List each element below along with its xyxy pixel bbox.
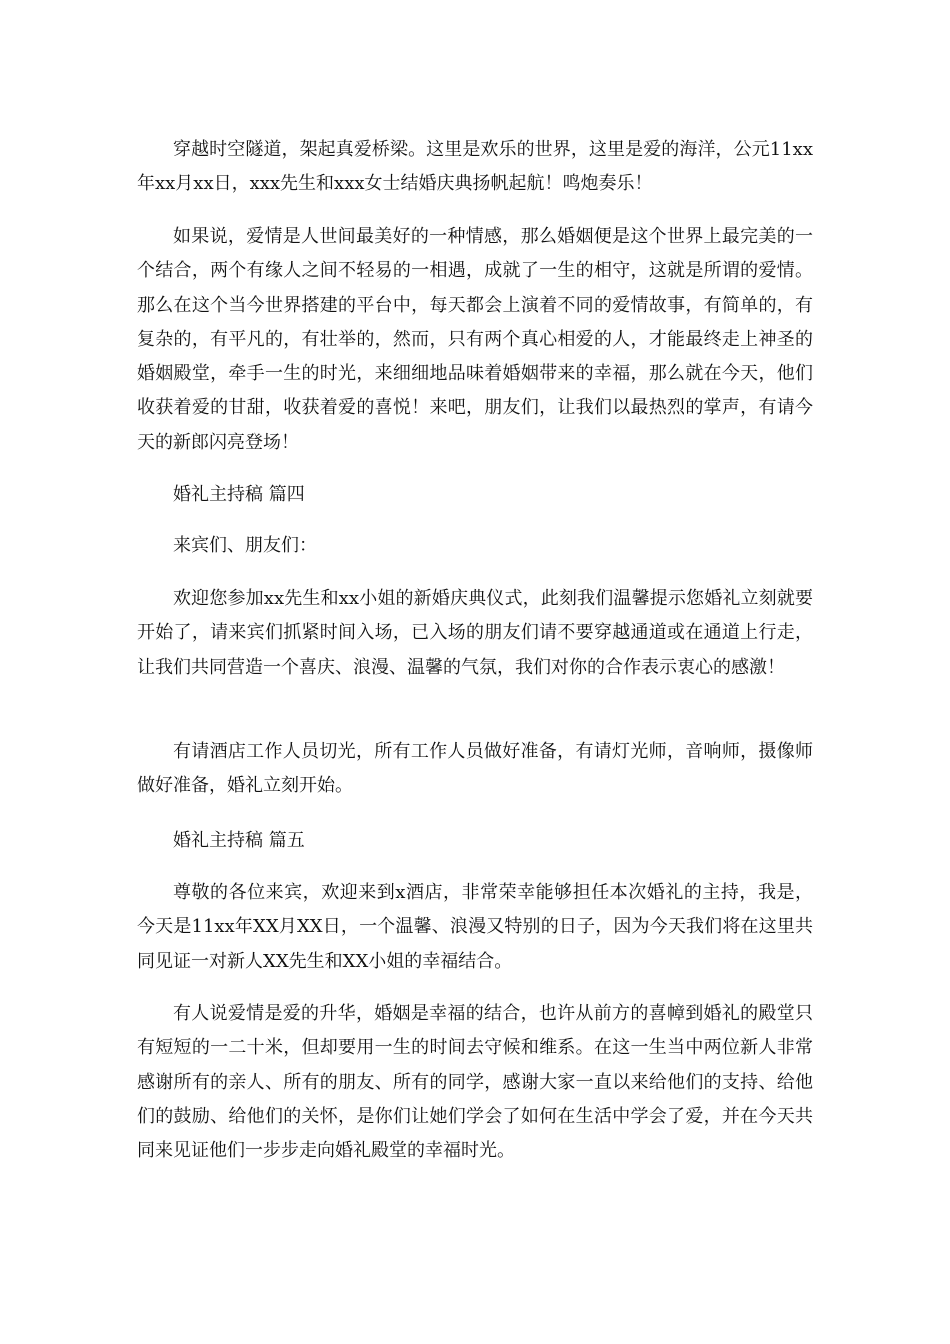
paragraph-greeting: 来宾们、朋友们： (173, 535, 317, 556)
paragraph-lighting: 有请酒店工作人员切光，所有工作人员做好准备，有请灯光师，音响师，摄像师做好准备，婚礼立刻开始。 (137, 741, 813, 797)
section-heading-part-five: 婚礼主持稿 篇五 (173, 830, 305, 851)
paragraph-marriage: 有人说爱情是爱的升华，婚姻是幸福的结合，也许从前方的喜幛到婚礼的殿堂只有短短的一二十米，但却要用一生的时间去守候和维系。在这一生当中两位新人非常感谢所有的亲人、所有的朋友、所有的同学，感谢大家一直以来给他们的支持、给他们的鼓励、给他们的关怀，是你们让她们学会了如何在生活中学会了爱，并在今天共同来见证他们一步步走向婚礼殿堂的幸福时光。 (137, 1003, 813, 1162)
paragraph-honored-guests: 尊敬的各位来宾，欢迎来到x酒店，非常荣幸能够担任本次婚礼的主持，我是，今天是11xx年XX月XX日，一个温馨、浪漫又特别的日子，因为今天我们将在这里共同见证一对新人XX先生和XX小姐的幸福结合。 (137, 882, 813, 972)
paragraph-opening: 穿越时空隧道，架起真爱桥梁。这里是欢乐的世界，这里是爱的海洋，公元11xx年xx月xx日，xxx先生和xxx女士结婚庆典扬帆起航！鸣炮奏乐！ (137, 139, 813, 195)
section-heading-part-four: 婚礼主持稿 篇四 (173, 484, 305, 505)
paragraph-love-story: 如果说，爱情是人世间最美好的一种情感，那么婚姻便是这个世界上最完美的一个结合，两个有缘人之间不轻易的一相遇，成就了一生的相守，这就是所谓的爱情。那么在这个当今世界搭建的平台中，每天都会上演着不同的爱情故事，有简单的，有复杂的，有平凡的，有壮举的，然而，只有两个真心相爱的人，才能最终走上神圣的婚姻殿堂，牵手一生的时光，来细细地品味着婚姻带来的幸福，那么就在今天，他们收获着爱的甘甜，收获着爱的喜悦！来吧，朋友们，让我们以最热烈的掌声，有请今天的新郎闪亮登场！ (137, 226, 813, 453)
paragraph-welcome: 欢迎您参加xx先生和xx小姐的新婚庆典仪式，此刻我们温馨提示您婚礼立刻就要开始了，请来宾们抓紧时间入场，已入场的朋友们请不要穿越通道或在通道上行走，让我们共同营造一个喜庆、浪漫、温馨的气氛，我们对你的合作表示衷心的感激！ (137, 588, 813, 678)
